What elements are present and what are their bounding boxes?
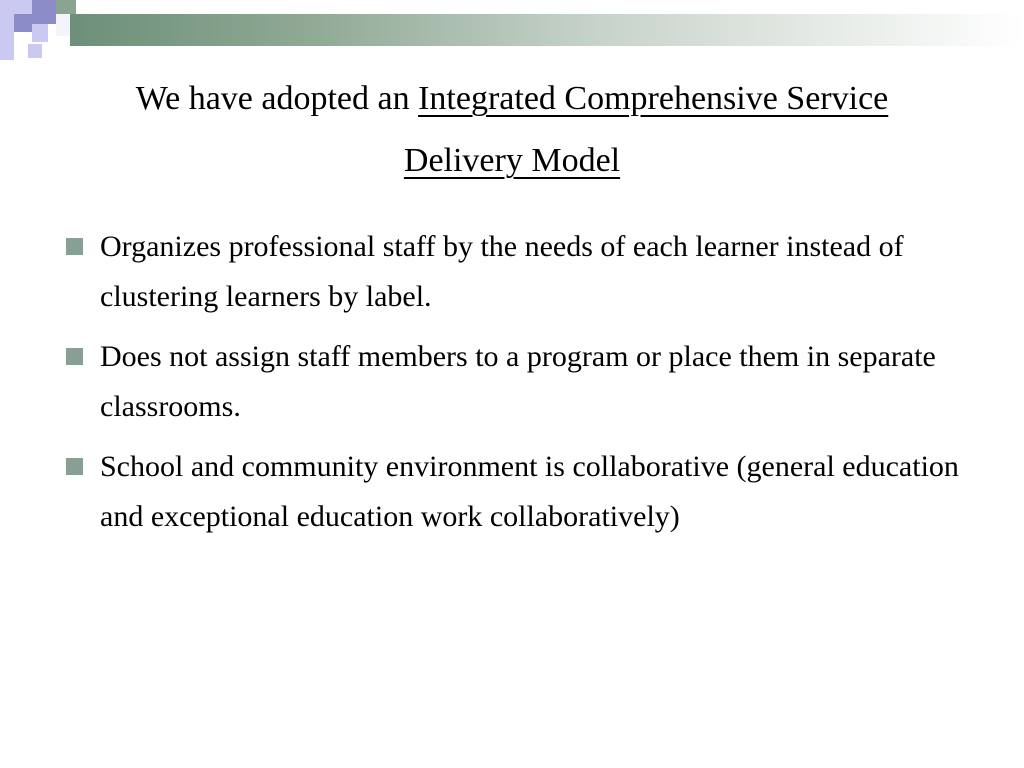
bullet-item xyxy=(62,332,962,432)
bullet-text: School and community environment is collaborative (general education and exceptional education work collaboratively) xyxy=(100,450,959,533)
bullet-item xyxy=(62,442,962,542)
square-bullet-icon xyxy=(66,348,83,365)
header-gradient-band xyxy=(70,14,1024,46)
decorative-square xyxy=(14,14,32,32)
slide-title-underlined-line-1: Integrated Comprehensive Service xyxy=(418,80,889,117)
slide-title-plain: We have adopted an xyxy=(135,80,419,117)
bullet-list xyxy=(62,222,962,552)
bullet-text: Organizes professional staff by the needs of each learner instead of clustering learners by label. xyxy=(100,230,904,313)
slide-title-underlined-line-2: Delivery Model xyxy=(403,142,621,179)
bullet-text: Does not assign staff members to a program or place them in separate classrooms. xyxy=(100,340,936,423)
decorative-square xyxy=(0,32,14,60)
decorative-square xyxy=(32,24,48,42)
bullet-item xyxy=(62,222,962,322)
square-bullet-icon xyxy=(66,458,83,475)
decorative-square xyxy=(56,0,76,14)
decorative-square xyxy=(56,14,70,36)
decorative-square xyxy=(32,0,56,24)
decorative-square xyxy=(28,44,42,58)
slide-title xyxy=(60,68,964,192)
square-bullet-icon xyxy=(66,238,83,255)
